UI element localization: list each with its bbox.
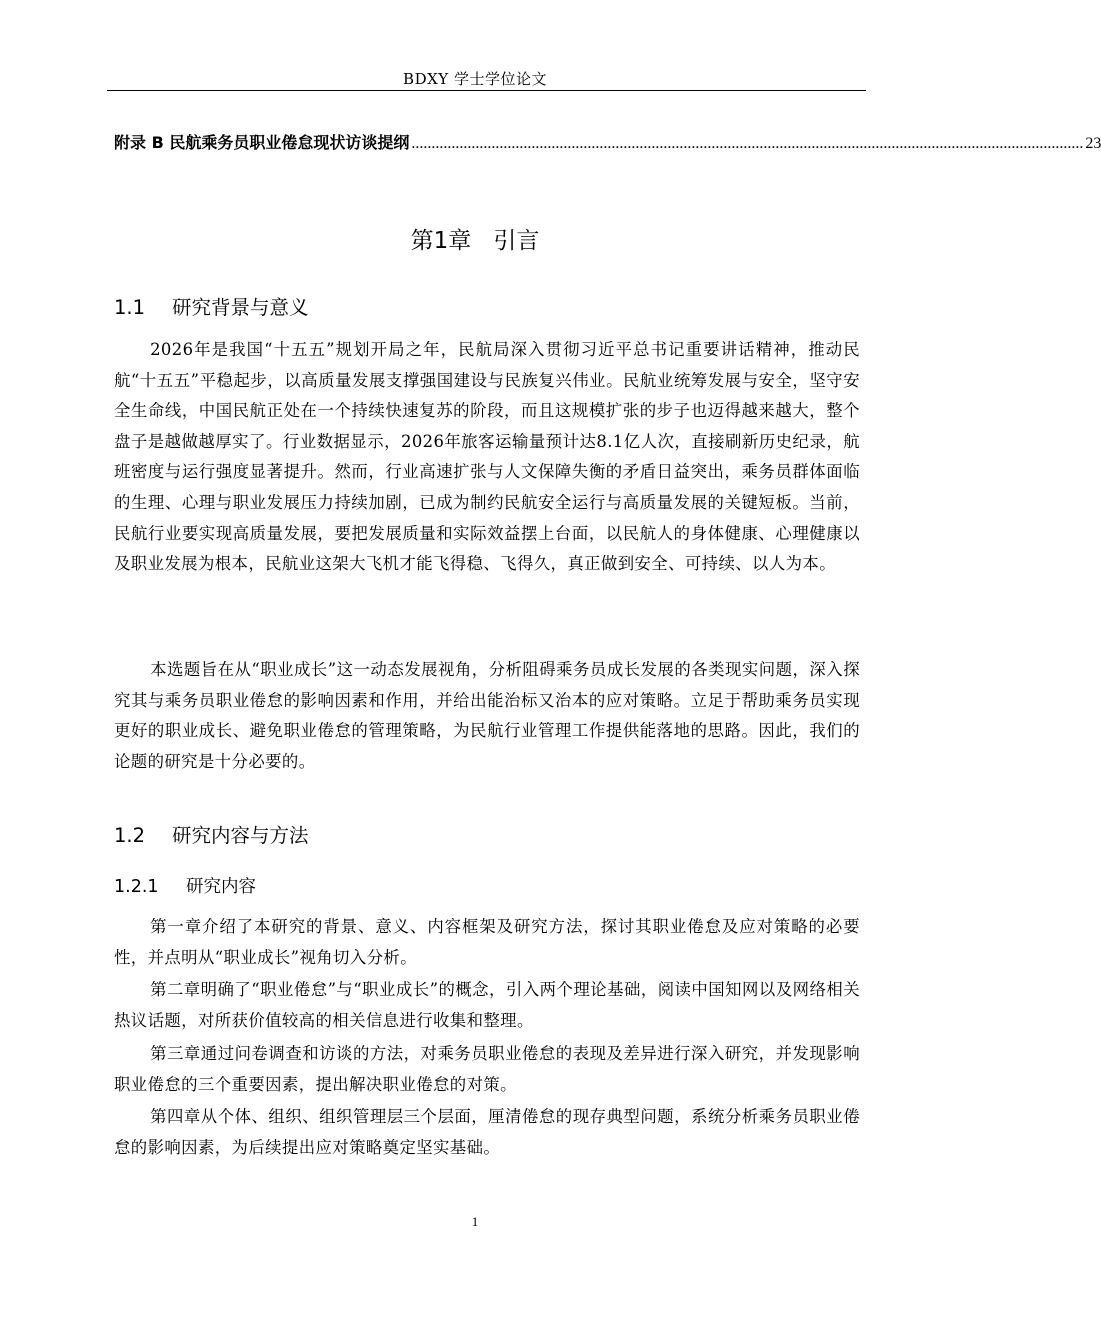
subsection-number: 1.2.1 [114,877,159,897]
chapter-title: 引言 [493,228,540,254]
section-heading-1-2 [114,820,309,848]
toc-leader-dots: ........................................................................................................................................................................ [411,135,1084,152]
subsection-heading-1-2-1 [114,873,256,898]
running-header: BDXY 学士学位论文 [403,70,547,88]
paragraph: 第一章介绍了本研究的背景、意义、内容框架及研究方法，探讨其职业倦怠及应对策略的必要性，并点明从“职业成长”视角切入分析。 [114,917,860,967]
section-number: 1.2 [114,824,146,847]
paragraph: 第二章明确了“职业倦怠”与“职业成长”的概念，引入两个理论基础，阅读中国知网以及网络相关热议话题，对所获价值较高的相关信息进行收集和整理。 [114,980,860,1030]
toc-entry[interactable] [114,130,1101,154]
toc-entry-label: 附录 B 民航乘务员职业倦怠现状访谈提纲 [114,133,410,152]
subsection-title: 研究内容 [186,877,256,897]
page-number: 1 [471,1214,479,1229]
section-title: 研究背景与意义 [172,296,309,319]
chapter-number: 第1章 [410,228,472,254]
section-number: 1.1 [114,296,146,319]
section-title: 研究内容与方法 [172,824,309,847]
section-heading-1-1 [114,292,309,320]
paragraph: 第三章通过问卷调查和访谈的方法，对乘务员职业倦怠的表现及差异进行深入研究，并发现影响职业倦怠的三个重要因素，提出解决职业倦怠的对策。 [114,1044,860,1094]
header-rule [107,90,866,91]
toc-entry-page: 23 [1085,135,1101,152]
paragraph: 本选题旨在从“职业成长”这一动态发展视角，分析阻碍乘务员成长发展的各类现实问题，深入探究其与乘务员职业倦怠的影响因素和作用，并给出能治标又治本的应对策略。立足于帮助乘务员实现更好的职业成长、避免职业倦怠的管理策略，为民航行业管理工作提供能落地的思路。因此，我们的论题的研究是十分必要的。 [114,660,860,771]
chapter-heading [0,222,950,255]
paragraph: 第四章从个体、组织、组织管理层三个层面，厘清倦怠的现存典型问题，系统分析乘务员职业倦怠的影响因素，为后续提出应对策略奠定坚实基础。 [114,1107,860,1157]
paragraph: 2026年是我国“十五五”规划开局之年，民航局深入贯彻习近平总书记重要讲话精神，推动民航“十五五”平稳起步，以高质量发展支撑强国建设与民族复兴伟业。民航业统筹发展与安全，坚守安全生命线，中国民航正处在一个持续快速复苏的阶段，而且这规模扩张的步子也迈得越来越大，整个盘子是越做越厚实了。行业数据显示，2026年旅客运输量预计达8.1亿人次，直接刷新历史纪录，航班密度与运行强度显著提升。然而，行业高速扩张与人文保障失衡的矛盾日益突出，乘务员群体面临的生理、心理与职业发展压力持续加剧，已成为制约民航安全运行与高质量发展的关键短板。当前，民航行业要实现高质量发展，要把发展质量和实际效益摆上台面，以民航人的身体健康、心理健康以及职业发展为根本，民航业这架大飞机才能飞得稳、飞得久，真正做到安全、可持续、以人为本。 [114,340,860,574]
